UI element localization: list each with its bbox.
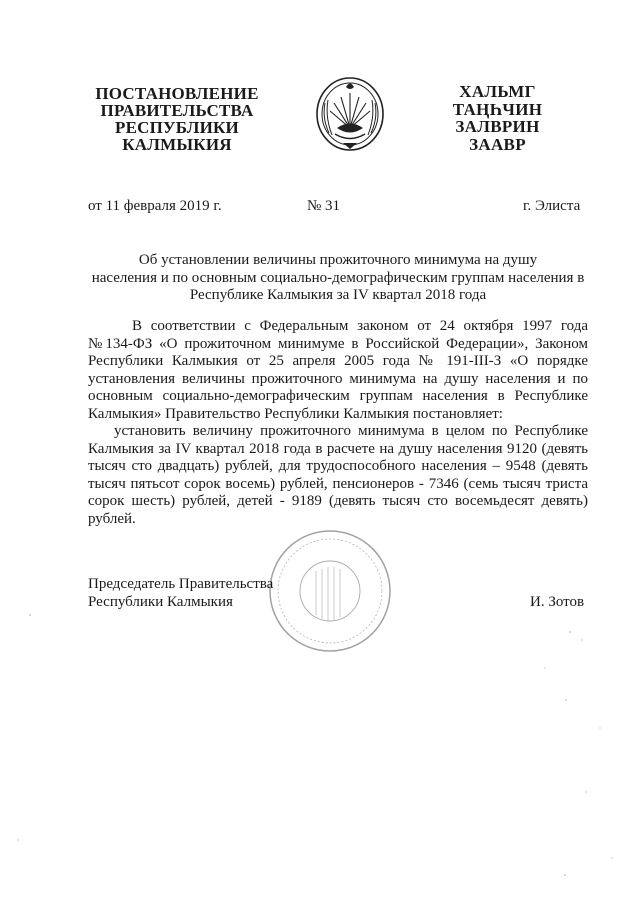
document-date: от 11 февраля 2019 г. — [88, 198, 222, 214]
body-paragraph-preamble: В соответствии с Федеральным законом от 24 октября 1997 года №134-ФЗ «О прожиточном минимуме в Российской Федерации», Законом Республики Калмыкия от 25 апреля 2005 года № 191-III-З «О порядке установления величины прожиточного минимума на душу населения и по основным социально-демографическим группам населения в Республике Калмыкия» Правительство Республики Калмыкия постановляет: — [88, 318, 588, 422]
signature-name: И. Зотов — [530, 594, 585, 610]
official-seal-stamp — [266, 527, 394, 655]
title-line: Республике Калмыкия за IV квартал 2018 года — [189, 287, 487, 303]
title-line: населения и по основным социально-демографическим группам населения в — [91, 269, 585, 286]
signature-position-line: Республики Калмыкия — [88, 593, 233, 610]
header-left-title — [88, 85, 266, 153]
header-left-line: РЕСПУБЛИКИ — [115, 118, 239, 137]
header-left-line: ПОСТАНОВЛЕНИЕ — [95, 84, 259, 103]
header-right-line: ТАҢҺЧИН — [452, 99, 543, 119]
header-right-line: ЗАЛВРИН — [455, 117, 540, 136]
header-left-line: КАЛМЫКИЯ — [122, 135, 232, 154]
header-left-line: ПРАВИТЕЛЬСТВА — [100, 101, 254, 120]
header-right-line: ЗААВР — [469, 134, 526, 154]
document-number: № 31 — [307, 198, 341, 214]
title-line: Об установлении величины прожиточного минимума на душу — [138, 252, 538, 268]
signature-position — [88, 576, 273, 611]
document-body — [88, 318, 588, 528]
document-city: г. Элиста — [523, 198, 581, 214]
document-title — [88, 252, 588, 305]
header-right-line: ХАЛЬМГ — [459, 82, 536, 101]
header-right-title — [440, 83, 555, 153]
body-paragraph-decision: установить величину прожиточного минимума в целом по Республике Калмыкия за IV квартал 2018 года в расчете на душу населения 9120 (девять тысяч сто двадцать) рублей, для трудоспособного населения – 9548 (девять тысяч пятьсот сорок восемь) рублей, пенсионеров - 7346 (семь тысяч триста сорок шесть) рублей, детей - 9189 (девять тысяч сто восемьдесят девять) рублей. — [88, 423, 588, 527]
coat-of-arms-emblem-icon — [313, 73, 387, 153]
signature-position-line: Председатель Правительства — [88, 576, 274, 592]
